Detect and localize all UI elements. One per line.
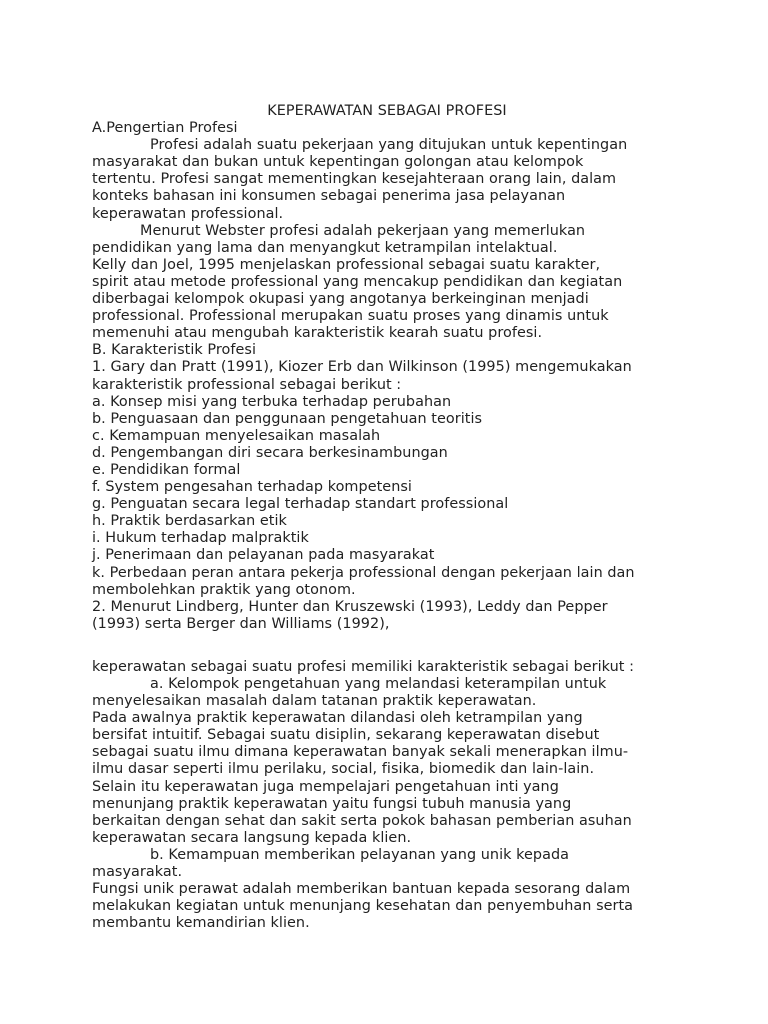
list-item: membolehkan praktik yang otonom. — [92, 581, 356, 598]
paragraph-line: keperawatan secara langsung kepada klien. — [92, 829, 412, 846]
paragraph-line: keperawatan professional. — [92, 205, 284, 222]
list-item: j. Penerimaan dan pelayanan pada masyarakat — [92, 547, 435, 564]
list-item: f. System pengesahan terhadap kompetensi — [92, 479, 412, 496]
paragraph-line: a. Kelompok pengetahuan yang melandasi keterampilan untuk — [150, 676, 607, 692]
paragraph-line: Profesi adalah suatu pekerjaan yang ditujukan untuk kepentingan — [150, 137, 628, 154]
paragraph-line: spirit atau metode professional yang mencakup pendidikan dan kegiatan — [92, 273, 623, 290]
document-page — [92, 103, 682, 932]
list-item: k. Perbedaan peran antara pekerja professional dengan pekerjaan lain dan — [92, 564, 635, 581]
list-item: e. Pendidikan formal — [92, 461, 241, 478]
paragraph-line: Selain itu keperawatan juga mempelajari pengetahuan inti yang — [92, 778, 559, 795]
paragraph-line: professional. Professional merupakan suatu proses yang dinamis untuk — [92, 308, 609, 325]
paragraph-line: Menurut Webster profesi adalah pekerjaan yang memerlukan — [140, 222, 586, 239]
paragraph-line: masyarakat. — [92, 864, 183, 881]
paragraph-line: melakukan kegiatan untuk menunjang kesehatan dan penyembuhan serta — [92, 898, 634, 915]
section-a-heading: A.Pengertian Profesi — [92, 120, 238, 137]
paragraph-line: Pada awalnya praktik keperawatan dilandasi oleh ketrampilan yang — [92, 710, 583, 727]
paragraph-line: masyarakat dan bukan untuk kepentingan golongan atau kelompok — [92, 154, 584, 171]
list-item: g. Penguatan secara legal terhadap standart professional — [92, 496, 509, 513]
paragraph-line: bersifat intuitif. Sebagai suatu disiplin, sekarang keperawatan disebut — [92, 727, 600, 744]
paragraph-line: berkaitan dengan sehat dan sakit serta pokok bahasan pemberian asuhan — [92, 812, 632, 829]
paragraph-line: memenuhi atau mengubah karakteristik kearah suatu profesi. — [92, 325, 543, 342]
paragraph-line: b. Kemampuan memberikan pelayanan yang unik kepada — [150, 846, 570, 863]
paragraph-line: menunjang praktik keperawatan yaitu fungsi tubuh manusia yang — [92, 795, 572, 812]
list-item: d. Pengembangan diri secara berkesinambungan — [92, 444, 448, 461]
paragraph-line: menyelesaikan masalah dalam tatanan praktik keperawatan. — [92, 693, 537, 710]
paragraph-line: sebagai suatu ilmu dimana keperawatan banyak sekali menerapkan ilmu- — [92, 744, 629, 761]
list-item: a. Konsep misi yang terbuka terhadap perubahan — [92, 393, 452, 410]
list-item: h. Praktik berdasarkan etik — [92, 513, 287, 530]
paragraph-line: Kelly dan Joel, 1995 menjelaskan professional sebagai suatu karakter, — [92, 256, 601, 273]
paragraph-line: keperawatan sebagai suatu profesi memiliki karakteristik sebagai berikut : — [92, 658, 634, 675]
list-item: (1993) serta Berger dan Williams (1992), — [92, 615, 390, 632]
list-item: b. Penguasaan dan penggunaan pengetahuan teoritis — [92, 410, 483, 427]
paragraph-line: pendidikan yang lama dan menyangkut ketrampilan intelaktual. — [92, 239, 558, 256]
paragraph-line: membantu kemandirian klien. — [92, 915, 310, 932]
list-item: 2. Menurut Lindberg, Hunter dan Kruszewski (1993), Leddy dan Pepper — [92, 598, 608, 615]
paragraph-line: tertentu. Profesi sangat mementingkan kesejahteraan orang lain, dalam — [92, 171, 617, 188]
paragraph-line: ilmu dasar seperti ilmu perilaku, social, fisika, biomedik dan lain-lain. — [92, 761, 595, 778]
document-title: KEPERAWATAN SEBAGAI PROFESI — [267, 103, 507, 119]
paragraph-line: Fungsi unik perawat adalah memberikan bantuan kepada sesorang dalam — [92, 881, 631, 898]
paragraph-line: diberbagai kelompok okupasi yang angotanya berkeinginan menjadi — [92, 291, 589, 308]
list-item: karakteristik professional sebagai berikut : — [92, 376, 402, 393]
list-item: i. Hukum terhadap malpraktik — [92, 530, 309, 547]
paragraph-line: konteks bahasan ini konsumen sebagai penerima jasa pelayanan — [92, 188, 566, 205]
list-item: c. Kemampuan menyelesaikan masalah — [92, 427, 381, 444]
section-b-heading: B. Karakteristik Profesi — [92, 342, 256, 359]
paragraph-gap — [92, 633, 682, 659]
list-item: 1. Gary dan Pratt (1991), Kiozer Erb dan Wilkinson (1995) mengemukakan — [92, 359, 632, 376]
